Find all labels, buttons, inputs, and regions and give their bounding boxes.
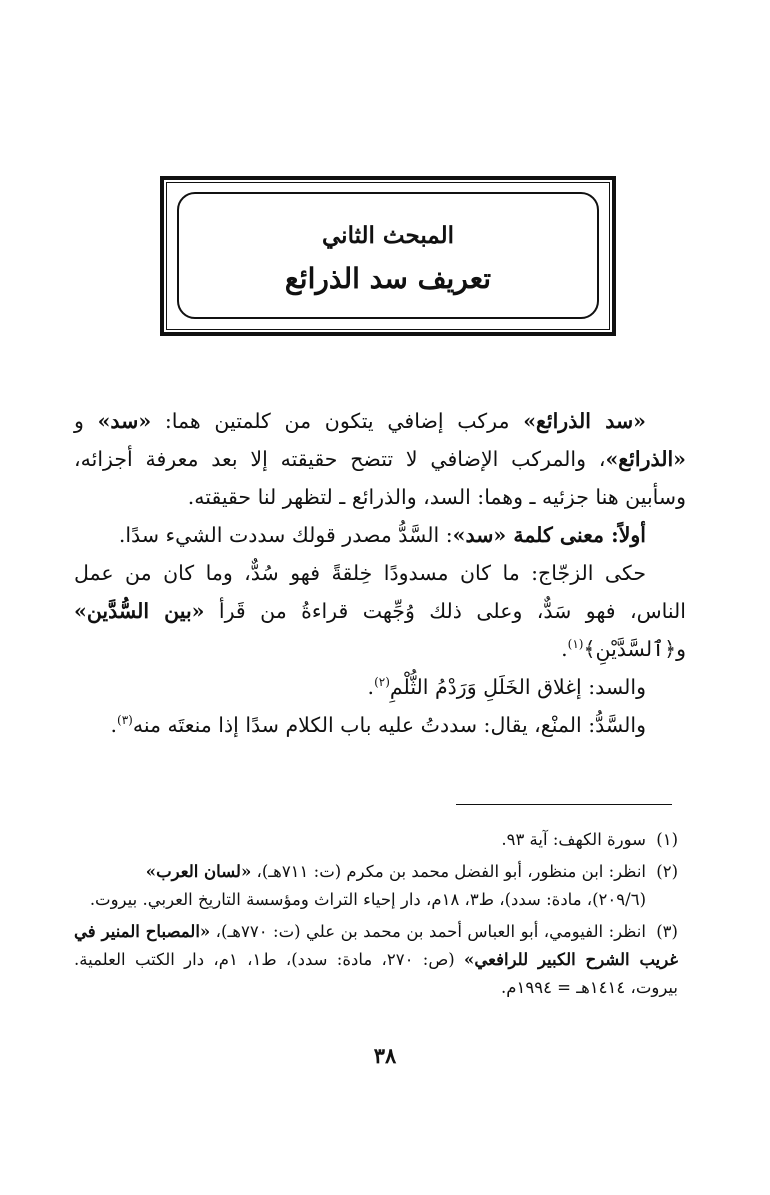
footnote-ref-3: (٣) [117, 713, 133, 728]
term-sadd: «سد» [97, 409, 152, 433]
footnote-number: (١) [656, 830, 678, 849]
text-run: . [367, 675, 375, 699]
footnote-text: سورة الكهف: آية ٩٣. [501, 830, 646, 849]
body-text [74, 402, 686, 744]
section-title: تعريف سد الذرائع [284, 262, 492, 295]
footnote-number: (٢) [656, 862, 678, 881]
footnote-1 [74, 826, 678, 854]
text-run: مركب إضافي يتكون من كلمتين هما: [151, 409, 524, 433]
term-al-dharai: «الذرائع» [605, 447, 686, 471]
footnotes [74, 826, 678, 1006]
text-run: . [561, 637, 568, 661]
text-run: ، والمركب الإضافي لا تتضح حقيقته إلا بعد معرفة أجزائه، وسأبين هنا جزئيه ـ وهما: السد، والذرائع ـ لتظهر لنا حقيقته. [74, 447, 686, 509]
text-run: . [110, 713, 118, 737]
quoted-reading: «بين السُّدَّين» [74, 599, 205, 623]
title-frame-inner [177, 192, 599, 319]
subheading-meaning: أولاً: معنى كلمة «سد» [452, 523, 646, 547]
term-sadd-al-dharai: «سد الذرائع» [523, 409, 646, 433]
footnote-divider [456, 804, 672, 805]
text-run: حكى الزجّاج: ما كان مسدودًا خِلقةً فهو سُدٌّ، وما كان من عمل الناس، فهو سَدٌّ، وعلى ذلك وُجِّهت قراءةُ من قَرأ [74, 561, 686, 623]
footnote-3 [74, 918, 678, 1002]
page-number: ٣٨ [373, 1043, 397, 1068]
footnote-book-title: «المصباح المنير في غريب الشرح الكبير للرافعي» [74, 922, 678, 969]
footnote-text: (ص: ٢٧٠، مادة: سدد)، ط١، ١م، دار الكتب العلمية. بيروت، ١٤١٤هـ = ١٩٩٤م. [74, 950, 678, 997]
footnote-ref-1: (١) [567, 637, 584, 652]
footnote-ref-2: (٢) [374, 675, 390, 690]
quran-word: و﴿ٱلسَّدَّيْنِ﴾ [583, 637, 686, 661]
paragraph-sadd-prevention [74, 706, 686, 744]
footnote-text: (٢٠٩/٦)، مادة: سدد)، ط٣، ١٨م، دار إحياء التراث ومؤسسة التاريخ العربي. بيروت. [89, 890, 646, 909]
paragraph-zajjaj [74, 554, 686, 668]
text-run: والسد: إغلاق الخَلَلِ وَرَدْمُ الثُّلْمِ [389, 675, 646, 699]
footnote-number: (٣) [656, 922, 678, 941]
text-run: : السَّدُّ مصدر قولك سددت الشيء سدًا. [118, 523, 453, 547]
text-run: والسَّدُّ: المنْع، يقال: سددتُ عليه باب الكلام سدًا إذا منعتَه منه [132, 713, 646, 737]
footnote-2 [74, 858, 678, 914]
text-run: و [74, 409, 98, 433]
paragraph-intro [74, 402, 686, 516]
section-heading: المبحث الثاني [322, 222, 454, 249]
footnote-text: انظر: الفيومي، أبو العباس أحمد بن محمد بن علي (ت: ٧٧٠هـ)، [210, 922, 646, 941]
paragraph-sadd-closing [74, 668, 686, 706]
footnote-book-title: «لسان العرب» [145, 862, 252, 881]
footnote-text: انظر: ابن منظور، أبو الفضل محمد بن مكرم (ت: ٧١١هـ)، [251, 862, 646, 881]
paragraph-meaning-sadd [74, 516, 686, 554]
